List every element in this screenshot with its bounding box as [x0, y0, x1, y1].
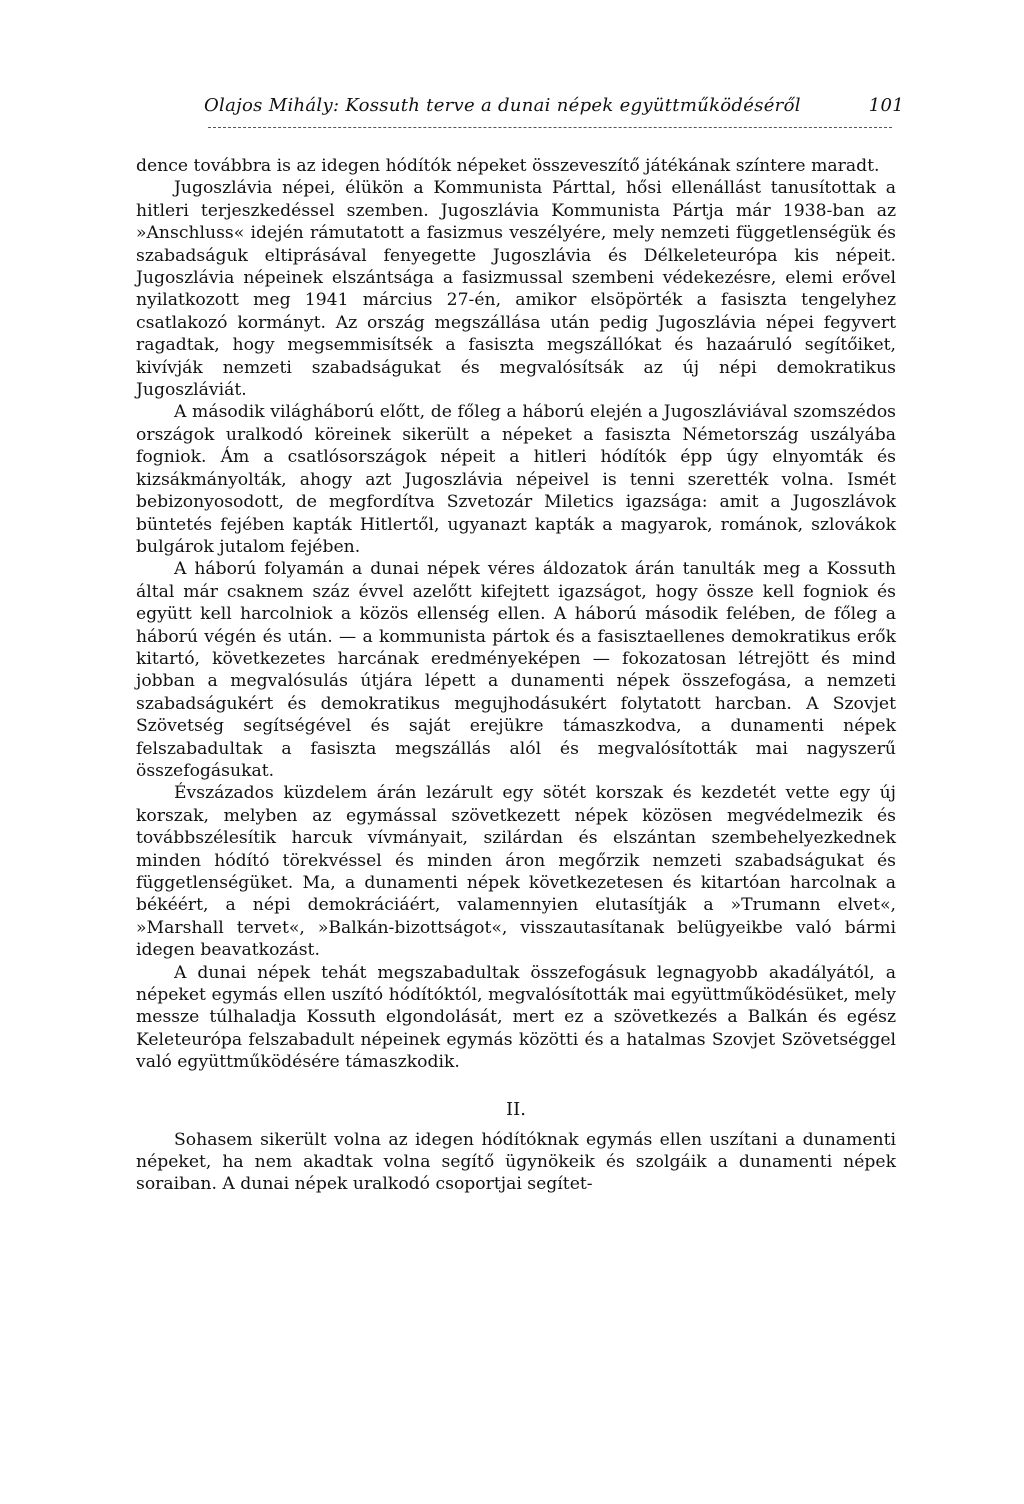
paragraph: dence továbbra is az idegen hódítók népeket összeveszítő játékának színtere maradt.: [136, 156, 880, 176]
paragraph: A második világháború előtt, de főleg a háború elején a Jugoszláviával szomszédos országok uralkodó köreinek sikerült a népeket a fasiszta Németország uszályába fogniok. Ám a csatlósországok népeit a hitleri hódítók épp úgy elnyomták és kizsákmányolták, ahogy azt Jugoszlávia népeivel is tenni szerették volna. Ismét bebizonyosodott, de megfordítva Szvetozár Miletics igazsága: amit a Jugoszlávok büntetés fejében kapták Hitlertől, ugyanazt kapták a magyarok, románok, szlovákok bulgárok jutalom fejében.: [136, 402, 896, 557]
body-text: [136, 155, 896, 1196]
paragraph: Jugoszlávia népei, élükön a Kommunista Párttal, hősi ellenállást tanusítottak a hitleri terjeszkedéssel szemben. Jugoszlávia Kommunista Pártja már 1938-ban az »Anschluss« idején rámutatott a fasizmus veszélyére, mely nemzeti függetlenségük és szabadságuk eltiprásával fenyegette Jugoszlávia és Délkeleteurópa kis népeit. Jugoszlávia népeinek elszántsága a fasizmussal szembeni védekezésre, elemi erővel nyilatkozott meg 1941 március 27-én, amikor elsöpörték a fasiszta tengelyhez csatlakozó kormányt. Az ország megszállása után pedig Jugoszlávia népei fegyvert ragadtak, hogy megsemmisítsék a fasiszta megszállókat és hazaáruló segítőiket, kivívják nemzeti szabadságukat és megvalósítsák az új népi demokratikus Jugoszláviát.: [136, 178, 896, 401]
header-rule: [208, 127, 892, 128]
section-heading: II.: [506, 1098, 526, 1120]
paragraph: Évszázados küzdelem árán lezárult egy sötét korszak és kezdetét vette egy új korszak, melyben az egymással szövetkezett népek közösen megvédelmezik és továbbszélesítik harcuk vívmányait, szilárdan és elszántan szembehelyezkednek minden hódító törekvéssel és minden áron megőrzik nemzeti szabadságukat és függetlenségüket. Ma, a dunamenti népek következetesen és kitartóan harcolnak a békéért, a népi demokráciáért, valamennyien elutasítják a »Trumann elvet«, »Marshall tervet«, »Balkán-bizottságot«, visszautasítanak belügyeikbe való bármi idegen beavatkozást.: [136, 783, 896, 961]
paragraph: Sohasem sikerült volna az idegen hódítóknak egymás ellen uszítani a dunamenti népeket, ha nem akadtak volna segítő ügynökeik és szolgáik a dunamenti népek soraiban. A dunai népek uralkodó csoportjai segítet-: [136, 1129, 896, 1195]
running-header: [204, 95, 904, 116]
paragraph: A háború folyamán a dunai népek véres áldozatok árán tanulták meg a Kossuth által már csaknem száz évvel azelőtt kifejtett igazságot, hogy össze kell fogniok és együtt kell harcolniok a közös ellenség ellen. A háború második felében, de főleg a háború végén és után. — a kommunista pártok és a fasisztaellenes demokratikus erők kitartó, következetes harcának eredményeképen — fokozatosan létrejött és mind jobban a megvalósulás útjára lépett a dunamenti népek összefogása, a nemzeti szabadságukért és demokratikus megujhodásukért folytatott harcban. A Szovjet Szövetség segítségével és saját erejükre támaszkodva, a dunamenti népek felszabadultak a fasiszta megszállás alól és megvalósították mai nagyszerű összefogásukat.: [136, 559, 896, 781]
running-header-title: Olajos Mihály: Kossuth terve a dunai népek együttműködéséről: [204, 95, 801, 116]
page-number: 101: [868, 95, 904, 116]
paragraph: A dunai népek tehát megszabadultak összefogásuk legnagyobb akadályától, a népeket egymás ellen uszító hódítóktól, megvalósították mai együttműködésüket, mely messze túlhaladja Kossuth elgondolását, mert ez a szövetkezés a Balkán és egész Keleteurópa felszabadult népeinek egymás közötti és a hatalmas Szovjet Szövetséggel való együttműködésére támaszkodik.: [136, 962, 896, 1073]
